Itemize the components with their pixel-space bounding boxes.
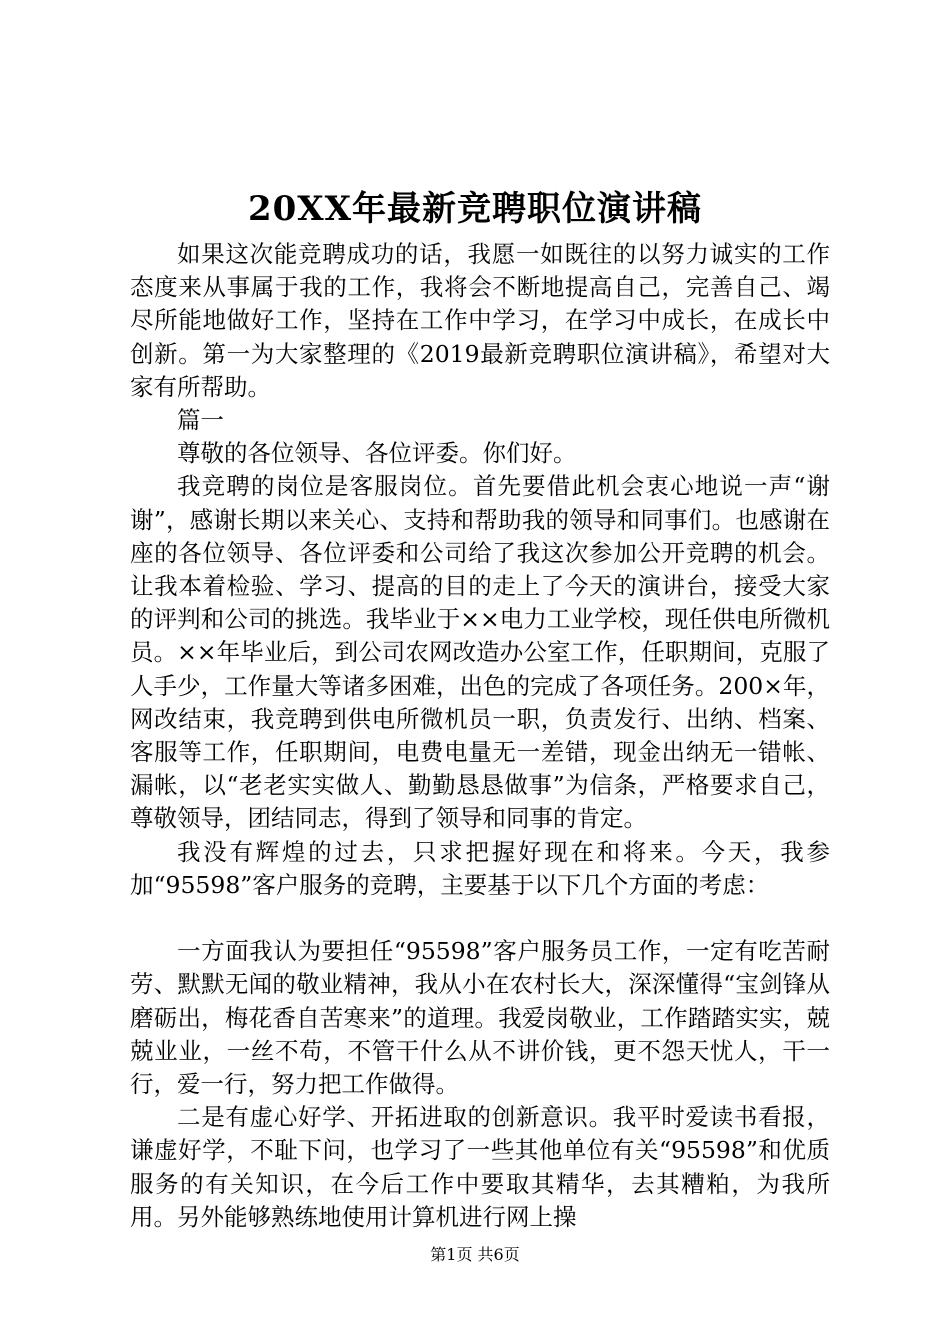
document-title: 20XX年最新竞聘职位演讲稿 bbox=[247, 189, 703, 229]
paragraph-background: 我竞聘的岗位是客服岗位。首先要借此机会衷心地说一声“谢谢”，感谢长期以来关心、支持和帮助我的领导和同事们。也感谢在座的各位领导、各位评委和公司给了我这次参加公开竞聘的机会。让我本着检验、学习、提高的目的走上了今天的演讲台，接受大家的评判和公司的挑选。我毕业于××电力工业学校，现任供电所微机员。××年毕业后，到公司农网改造办公室工作，任职期间，克服了人手少，工作量大等诸多困难，出色的完成了各项任务。200×年，网改结束，我竞聘到供电所微机员一职，负责发行、出纳、档案、客服等工作，任职期间，电费电量无一差错，现金出纳无一错帐、漏帐，以“老老实实做人、勤勤恳恳做事”为信条，严格要求自己，尊敬领导，团结同志，得到了领导和同事的肯定。 bbox=[130, 472, 830, 833]
paragraph-section-heading: 篇一 bbox=[177, 406, 224, 435]
paragraph-motivation: 我没有辉煌的过去，只求把握好现在和将来。今天，我参加“95598”客户服务的竞聘，主要基于以下几个方面的考虑： bbox=[130, 837, 830, 899]
page-footer: 第1页 共6页 bbox=[430, 1245, 520, 1264]
document-body bbox=[130, 238, 830, 1234]
paragraph-point-one: 一方面我认为要担任“95598”客户服务员工作，一定有吃苦耐劳、默默无闻的敬业精神，我从小在农村长大，深深懂得“宝剑锋从磨砺出，梅花香自苦寒来”的道理。我爱岗敬业，工作踏踏实实，兢兢业业，一丝不苟，不管干什么从不讲价钱，更不怨天忧人，干一行，爱一行，努力把工作做得。 bbox=[130, 937, 830, 1099]
paragraph-intro: 如果这次能竞聘成功的话，我愿一如既往的以努力诚实的工作态度来从事属于我的工作，我将会不断地提高自己，完善自己、竭尽所能地做好工作，坚持在工作中学习，在学习中成长，在成长中创新。第一为大家整理的《2019最新竞聘职位演讲稿》，希望对大家有所帮助。 bbox=[130, 240, 830, 401]
paragraph-point-two: 二是有虚心好学、开拓进取的创新意识。我平时爱读书看报，谦虚好学，不耻下问，也学习了一些其他单位有关“95598”和优质服务的有关知识，在今后工作中要取其精华，去其糟粕，为我所用。另外能够熟练地使用计算机进行网上操 bbox=[130, 1103, 830, 1231]
paragraph-greeting: 尊敬的各位领导、各位评委。你们好。 bbox=[177, 439, 577, 468]
